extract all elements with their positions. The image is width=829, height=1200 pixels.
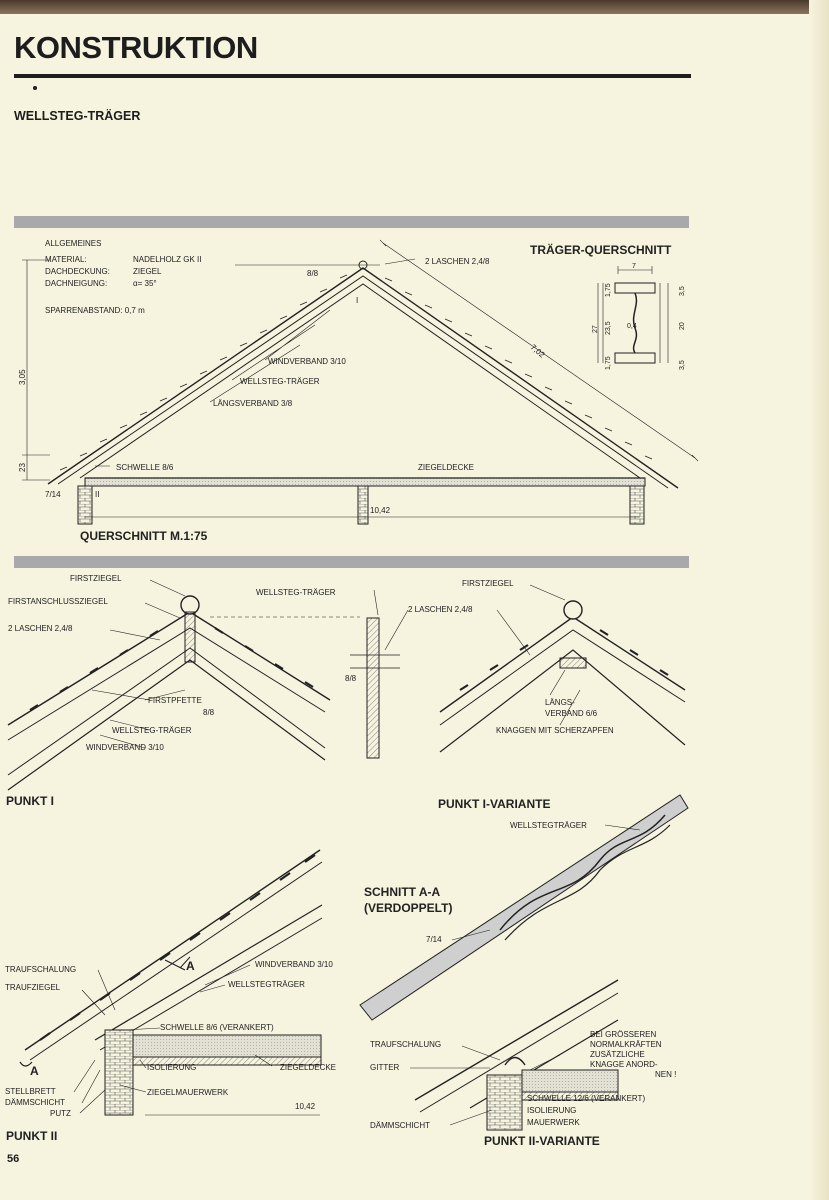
label-eave-mark: II — [95, 490, 100, 499]
dim-d2: 3,5 — [679, 286, 686, 296]
title-schnitt-aa: SCHNITT A-A — [364, 885, 441, 899]
label-dim-aa: 7/14 — [426, 935, 442, 944]
label-ridge-dim: 8/8 — [307, 269, 319, 278]
label-isolierung-right: ISOLIERUNG — [527, 1106, 577, 1115]
marker-a-right: A — [186, 959, 195, 973]
label-verband: VERBAND 6/6 — [545, 709, 598, 718]
label-mauerwerk-right: MAUERWERK — [527, 1118, 580, 1127]
rafter-spacing: SPARRENABSTAND: 0,7 m — [45, 306, 145, 315]
covering-value: ZIEGEL — [133, 267, 162, 276]
label-knaggen: KNAGGEN MIT SCHERZAPFEN — [496, 726, 614, 735]
title-traeger-querschnitt: TRÄGER-QUERSCHNITT — [530, 243, 672, 257]
dim-d1: 1,75 — [605, 283, 612, 297]
label-firstpfette-dim: 8/8 — [203, 708, 215, 717]
label-windverband-left: WINDVERBAND 3/10 — [86, 743, 164, 752]
caption-punkt1: PUNKT I — [6, 794, 54, 808]
dim-d4: 3,5 — [679, 360, 686, 370]
punkt1-drawing — [8, 580, 685, 790]
label-schwelle-p2: SCHWELLE 8/6 (VERANKERT) — [160, 1023, 274, 1032]
material-value: NADELHOLZ GK II — [133, 255, 202, 264]
caption-querschnitt: QUERSCHNITT M.1:75 — [80, 529, 208, 543]
punkt2-variante-drawing — [410, 980, 618, 1130]
label-ziegelmauerwerk: ZIEGELMAUERWERK — [147, 1088, 229, 1097]
label-laschen: 2 LASCHEN 2,4/8 — [425, 257, 490, 266]
label-windverband: WINDVERBAND 3/10 — [268, 357, 346, 366]
label-wellsteg: WELLSTEG-TRÄGER — [240, 377, 320, 386]
label-span-p2: 10,42 — [295, 1102, 316, 1111]
dim-inner-left: 23,5 — [605, 321, 612, 335]
traeger-querschnitt-drawing — [598, 266, 668, 363]
caption-punkt2: PUNKT II — [6, 1129, 58, 1143]
label-daemmschicht-p2: DÄMMSCHICHT — [5, 1098, 65, 1107]
label-daemmschicht-right: DÄMMSCHICHT — [370, 1121, 430, 1130]
page-number: 56 — [7, 1153, 20, 1165]
label-ridge-mark: I — [356, 296, 359, 305]
covering-key: DACHDECKUNG: — [45, 267, 110, 276]
label-firstziegel-left: FIRSTZIEGEL — [70, 574, 122, 583]
dim-total-left: 27 — [592, 325, 599, 333]
label-span: 10,42 — [370, 506, 391, 515]
dim-right: 20 — [679, 322, 686, 330]
label-putz: PUTZ — [50, 1109, 71, 1118]
label-slope-length: 7,02 — [528, 342, 547, 360]
label-laengsverband: LÄNGSVERBAND 3/8 — [213, 399, 293, 408]
label-traufschalung-right: TRAUFSCHALUNG — [370, 1040, 442, 1049]
note-line-5: NEN ! — [655, 1070, 677, 1079]
label-ziegeldecke: ZIEGELDECKE — [418, 463, 475, 472]
label-wellstegtraeger-aa: WELLSTEGTRÄGER — [510, 821, 587, 830]
marker-a-left: A — [30, 1064, 39, 1078]
label-middle-dim: 8/8 — [345, 674, 357, 683]
label-firstpfette: FIRSTPFETTE — [148, 696, 202, 705]
label-wellsteg-middle: WELLSTEG-TRÄGER — [256, 588, 336, 597]
label-schwelle: SCHWELLE 8/6 — [116, 463, 174, 472]
general-heading: ALLGEMEINES — [45, 239, 102, 248]
caption-punkt2-variante: PUNKT II-VARIANTE — [484, 1134, 600, 1148]
caption-punkt1-variante: PUNKT I-VARIANTE — [438, 797, 551, 811]
note-line-2: NORMALKRÄFTEN — [590, 1040, 662, 1049]
note-line-1: BEI GRÖSSEREN — [590, 1030, 657, 1039]
label-eave-dim: 7/14 — [45, 490, 61, 499]
dim-web: 0,4 — [627, 323, 637, 330]
label-firstanschlussziegel: FIRSTANSCHLUSSZIEGEL — [8, 597, 108, 606]
querschnitt-drawing — [22, 240, 698, 524]
label-laengs: LÄNGS- — [545, 698, 575, 707]
title-schnitt-verdoppelt: (VERDOPPELT) — [364, 901, 453, 915]
note-line-4: KNAGGE ANORD- — [590, 1060, 658, 1069]
label-ziegeldecke-p2: ZIEGELDECKE — [280, 1063, 337, 1072]
dim-d3: 1,75 — [605, 356, 612, 370]
label-isolierung-p2: ISOLIERUNG — [147, 1063, 197, 1072]
page-title: KONSTRUKTION — [14, 30, 258, 65]
label-windverband-p2: WINDVERBAND 3/10 — [255, 960, 333, 969]
label-gitter: GITTER — [370, 1063, 400, 1072]
dim-width: 7 — [632, 263, 636, 270]
label-schwelle-right: SCHWELLE 12/6 (VERANKERT) — [527, 1094, 646, 1103]
label-wellsteg-left: WELLSTEG-TRÄGER — [112, 726, 192, 735]
label-traufziegel: TRAUFZIEGEL — [5, 983, 61, 992]
pitch-value: α= 35° — [133, 279, 157, 288]
material-key: MATERIAL: — [45, 255, 87, 264]
section-heading: WELLSTEG-TRÄGER — [14, 109, 141, 123]
label-height-small: 23 — [18, 463, 27, 472]
label-laschen-left: 2 LASCHEN 2,4/8 — [8, 624, 73, 633]
label-firstziegel-right: FIRSTZIEGEL — [462, 579, 514, 588]
pitch-key: DACHNEIGUNG: — [45, 279, 108, 288]
label-laschen-right: 2 LASCHEN 2,4/8 — [408, 605, 473, 614]
label-traufschalung-left: TRAUFSCHALUNG — [5, 965, 77, 974]
label-height: 3,05 — [18, 369, 27, 385]
label-stellbrett: STELLBRETT — [5, 1087, 56, 1096]
note-line-3: ZUSÄTZLICHE — [590, 1050, 645, 1059]
label-wellstegtraeger-p2: WELLSTEGTRÄGER — [228, 980, 305, 989]
